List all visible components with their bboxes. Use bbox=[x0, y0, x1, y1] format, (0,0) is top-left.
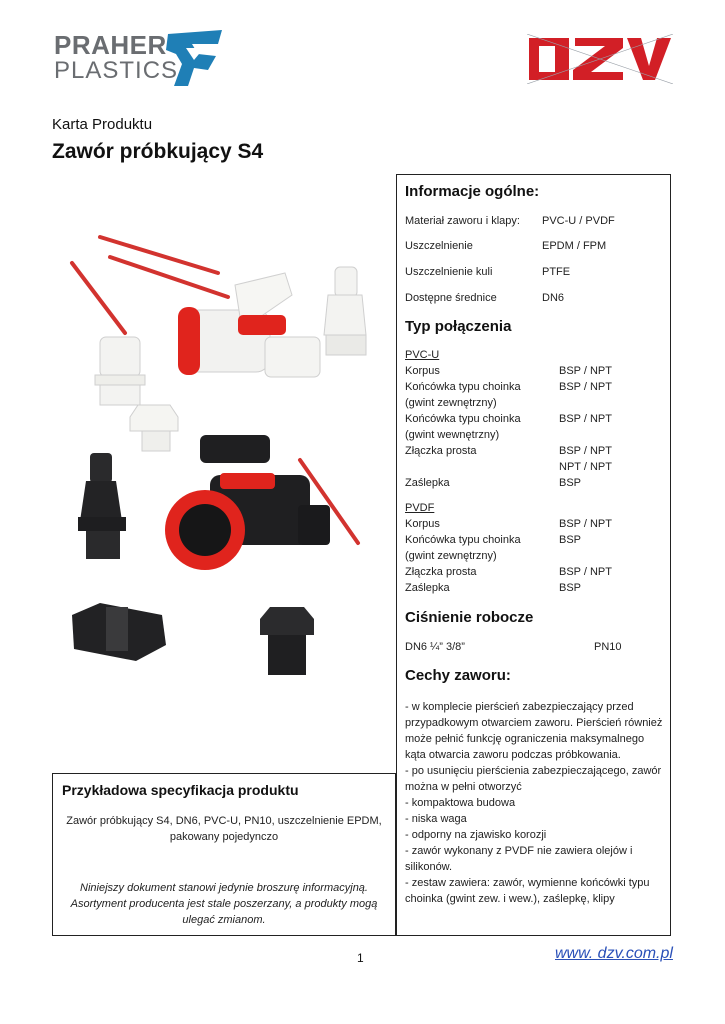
pvcu-korpus-label: Korpus bbox=[405, 365, 440, 377]
connection-heading: Typ połączenia bbox=[405, 318, 512, 335]
dzv-logo bbox=[527, 34, 673, 84]
feature-item: - w komplecie pierścień zabezpieczający przed przypadkowym otwarciem zaworu. Pierścień również może pełnić funkcję ograniczenia maksymalnego kąta otwarcia zaworu podczas próbkowania. bbox=[405, 701, 663, 761]
feature-item: - zawór wykonany z PVDF nie zawiera olejów i silikonów. bbox=[405, 845, 633, 873]
feature-item: - odporny na zjawisko korozji bbox=[405, 829, 547, 841]
features-list bbox=[405, 699, 665, 907]
pvdf-zaslepka-label: Zaślepka bbox=[405, 582, 450, 594]
page-number: 1 bbox=[357, 951, 364, 965]
pvcu-subheading: PVC-U bbox=[405, 349, 440, 361]
pvcu-choinka-int-note: (gwint wewnętrzny) bbox=[405, 429, 500, 441]
disclaimer-note: Niniejszy dokument stanowi jedynie broszurę informacyjną. Asortyment producenta jest stale poszerzany, a produkty mogą ulegać zmianom. bbox=[70, 882, 378, 926]
general-label-seal: Uszczelnienie bbox=[405, 240, 473, 252]
features-heading: Cechy zaworu: bbox=[405, 667, 511, 684]
pvcu-choinka-int-value: BSP / NPT bbox=[559, 413, 612, 425]
general-label-diameters: Dostępne średnice bbox=[405, 292, 497, 304]
pressure-value: PN10 bbox=[594, 641, 622, 653]
pvcu-zaslepka-label: Zaślepka bbox=[405, 477, 450, 489]
praher-emblem-icon bbox=[164, 30, 226, 88]
pvcu-choinka-ext-value: BSP / NPT bbox=[559, 381, 612, 393]
general-label-material: Materiał zaworu i klapy: bbox=[405, 215, 520, 227]
praher-plastics-logo bbox=[54, 30, 224, 90]
pvdf-zlaczka-value: BSP / NPT bbox=[559, 566, 612, 578]
pvcu-zlaczka-label: Złączka prosta bbox=[405, 445, 477, 457]
general-value-ball-seal: PTFE bbox=[542, 266, 571, 278]
dzv-logo-mark bbox=[527, 34, 673, 84]
pvcu-choinka-ext-note: (gwint zewnętrzny) bbox=[405, 397, 497, 409]
pressure-size: DN6 ¼” 3/8” bbox=[405, 641, 465, 653]
feature-item: - po usunięciu pierścienia zabezpieczającego, zawór można w pełni otworzyć bbox=[405, 765, 662, 793]
product-photo bbox=[60, 225, 385, 690]
pvdf-subheading: PVDF bbox=[405, 502, 435, 514]
pvcu-zlaczka-value-2: NPT / NPT bbox=[559, 461, 612, 473]
feature-item: - kompaktowa budowa bbox=[405, 797, 516, 809]
general-value-material: PVC-U / PVDF bbox=[542, 215, 615, 227]
pvdf-zlaczka-label: Złączka prosta bbox=[405, 566, 477, 578]
pvdf-choinka-label: Końcówka typu choinka bbox=[405, 534, 521, 546]
pvcu-zlaczka-value-1: BSP / NPT bbox=[559, 445, 612, 457]
info-panel bbox=[396, 174, 671, 936]
spec-heading: Przykładowa specyfikacja produktu bbox=[62, 782, 299, 798]
praher-logo-word1: PRAHER bbox=[54, 30, 167, 60]
general-label-ball-seal: Uszczelnienie kuli bbox=[405, 266, 493, 278]
pvdf-korpus-label: Korpus bbox=[405, 518, 440, 530]
pvdf-choinka-note: (gwint zewnętrzny) bbox=[405, 550, 497, 562]
pvcu-choinka-int-label: Końcówka typu choinka bbox=[405, 413, 521, 425]
general-info-heading: Informacje ogólne: bbox=[405, 183, 540, 200]
praher-logo-word2: PLASTICS bbox=[54, 57, 179, 84]
page-title: Zawór próbkujący S4 bbox=[52, 140, 264, 163]
pvdf-choinka-value: BSP bbox=[559, 534, 582, 546]
feature-item: - zestaw zawiera: zawór, wymienne końcówki typu choinka (gwint zew. i wew.), zaślepkę, klipy bbox=[405, 877, 650, 905]
pvcu-zaslepka-value: BSP bbox=[559, 477, 582, 489]
pvcu-korpus-value: BSP / NPT bbox=[559, 365, 612, 377]
document-kicker: Karta Produktu bbox=[52, 116, 153, 133]
pressure-heading: Ciśnienie robocze bbox=[405, 609, 534, 626]
spec-description: Zawór próbkujący S4, DN6, PVC-U, PN10, uszczelnienie EPDM, pakowany pojedynczo bbox=[66, 815, 382, 843]
general-value-seal: EPDM / FPM bbox=[542, 240, 607, 252]
feature-item: - niska waga bbox=[405, 813, 467, 825]
pvdf-korpus-value: BSP / NPT bbox=[559, 518, 612, 530]
spec-panel bbox=[52, 773, 396, 936]
pvcu-choinka-ext-label: Końcówka typu choinka bbox=[405, 381, 521, 393]
website-link[interactable]: www. dzv.com.pl bbox=[555, 945, 673, 962]
pvdf-zaslepka-value: BSP bbox=[559, 582, 582, 594]
general-value-diameters: DN6 bbox=[542, 292, 565, 304]
